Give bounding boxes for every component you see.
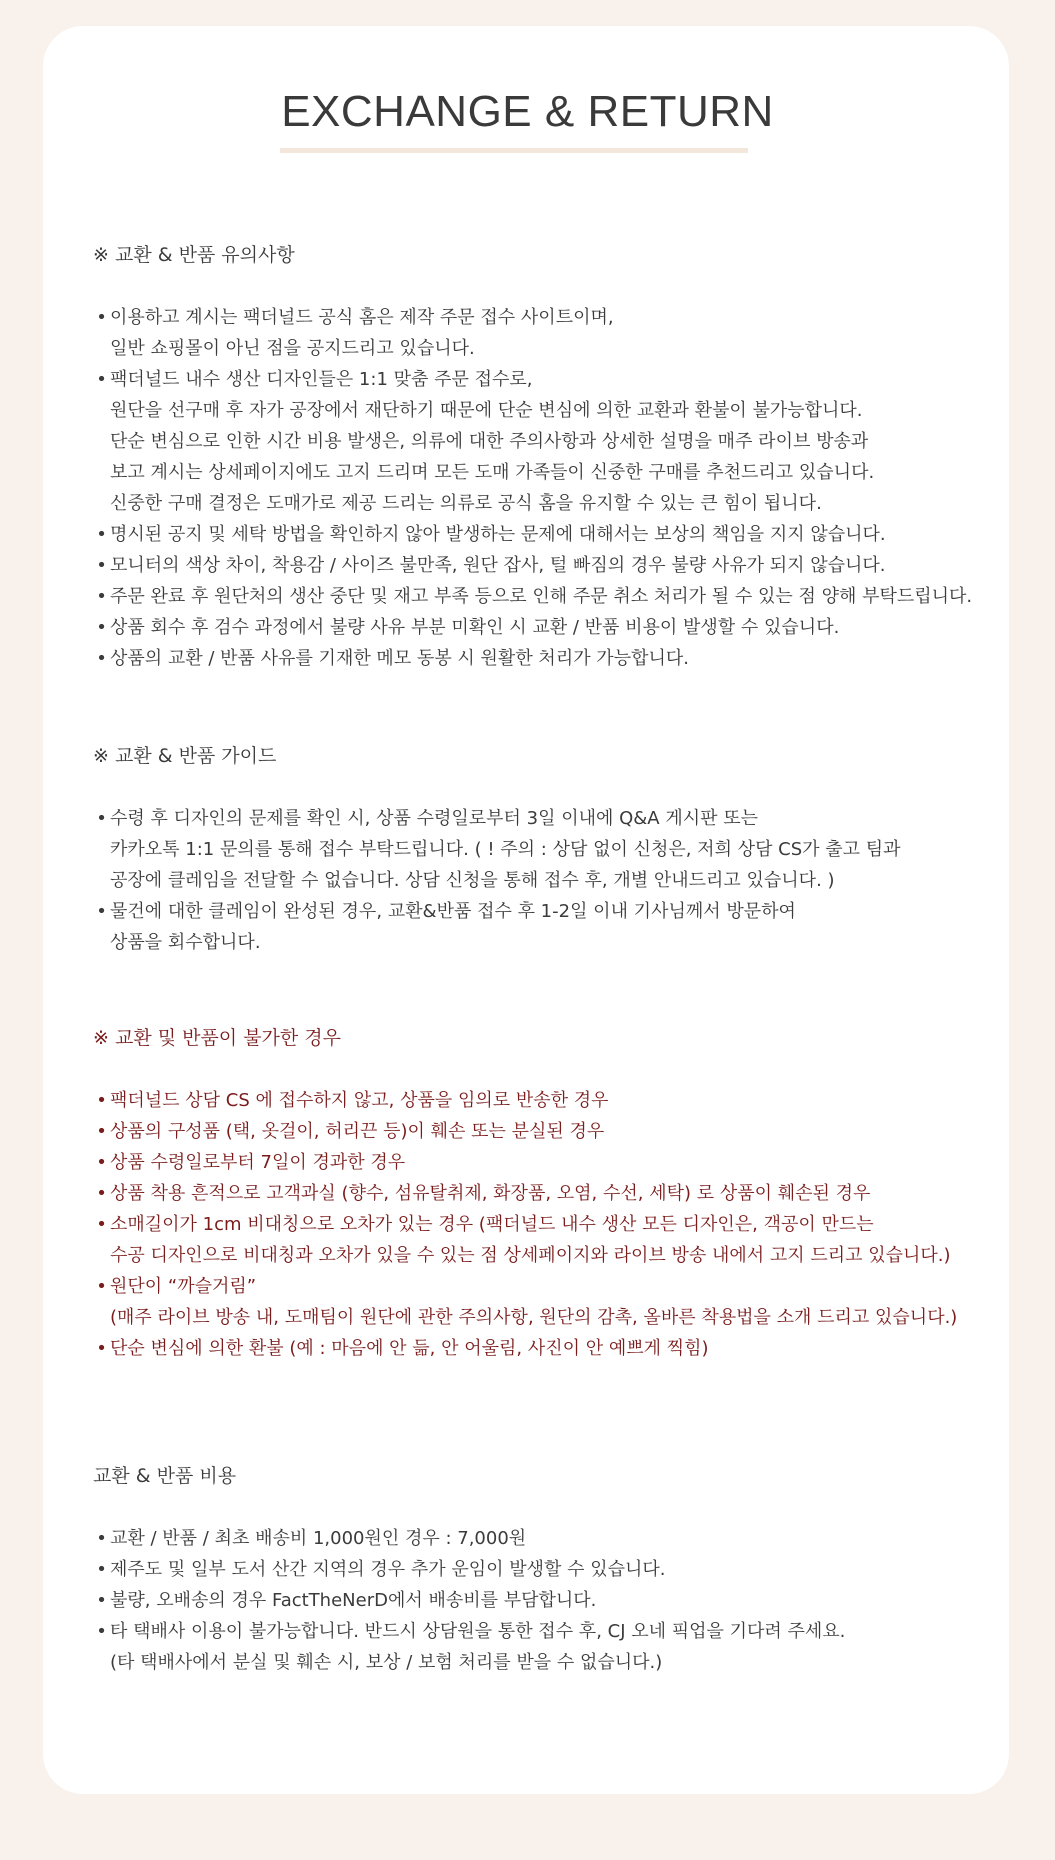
section-guide <box>93 741 1023 958</box>
title-underline <box>280 148 748 153</box>
section-heading: ※ 교환 & 반품 가이드 <box>93 745 277 767</box>
guide-list <box>93 803 1023 958</box>
list-item <box>93 1271 1023 1333</box>
list-item <box>93 1616 1023 1678</box>
list-item-line: 상품 수령일로부터 7일이 경과한 경우 <box>110 1152 406 1173</box>
list-item-line: 카카오톡 1:1 문의를 통해 접수 부탁드립니다. ( ! 주의 : 상담 없이 신청은, 저희 상담 CS가 출고 팀과 <box>110 839 901 860</box>
list-item-line: 공장에 클레임을 전달할 수 없습니다. 상담 신청을 통해 접수 후, 개별 안내드리고 있습니다. ) <box>110 870 835 891</box>
list-item-line: 명시된 공지 및 세탁 방법을 확인하지 않아 발생하는 문제에 대해서는 보상의 책임을 지지 않습니다. <box>110 524 886 545</box>
list-item-line: 상품을 회수합니다. <box>110 932 261 953</box>
list-item <box>93 364 1023 519</box>
list-item <box>93 550 1023 581</box>
list-item <box>93 519 1023 550</box>
bullet-icon: • <box>96 1590 107 1611</box>
bullet-icon: • <box>96 307 107 328</box>
list-item-line: 교환 / 반품 / 최초 배송비 1,000원인 경우 : 7,000원 <box>110 1528 527 1549</box>
cost-list <box>93 1523 1023 1678</box>
list-item <box>93 1116 1023 1147</box>
bullet-icon: • <box>96 1090 107 1111</box>
list-item-line: 소매길이가 1cm 비대칭으로 오차가 있는 경우 (팩더널드 내수 생산 모든 디자인은, 객공이 만드는 <box>110 1214 874 1235</box>
list-item-line: 단순 변심으로 인한 시간 비용 발생은, 의류에 대한 주의사항과 상세한 설명을 매주 라이브 방송과 <box>110 431 869 452</box>
list-item <box>93 1523 1023 1554</box>
section-cost <box>93 1461 1023 1678</box>
list-item <box>93 1333 1023 1364</box>
bullet-icon: • <box>96 808 107 829</box>
list-item-line: 신중한 구매 결정은 도매가로 제공 드리는 의류로 공식 홈을 유지할 수 있는 큰 힘이 됩니다. <box>110 493 822 514</box>
list-item-line: (매주 라이브 방송 내, 도매팀이 원단에 관한 주의사항, 원단의 감촉, 올바른 착용법을 소개 드리고 있습니다.) <box>110 1307 958 1328</box>
bullet-icon: • <box>96 586 107 607</box>
section-heading: ※ 교환 및 반품이 불가한 경우 <box>93 1027 342 1049</box>
list-item <box>93 643 1023 674</box>
list-item <box>93 302 1023 364</box>
notice-list <box>93 302 1023 674</box>
list-item <box>93 612 1023 643</box>
bullet-icon: • <box>96 524 107 545</box>
list-item-line: 상품의 구성품 (택, 옷걸이, 허리끈 등)이 훼손 또는 분실된 경우 <box>110 1121 605 1142</box>
list-item <box>93 1554 1023 1585</box>
list-item <box>93 1585 1023 1616</box>
bullet-icon: • <box>96 1338 107 1359</box>
list-item-line: 물건에 대한 클레임이 완성된 경우, 교환&반품 접수 후 1-2일 이내 기사님께서 방문하여 <box>110 901 796 922</box>
list-item-line: 팩더널드 내수 생산 디자인들은 1:1 맞춤 주문 접수로, <box>110 369 533 390</box>
bullet-icon: • <box>96 1528 107 1549</box>
list-item <box>93 1085 1023 1116</box>
list-item-line: 이용하고 계시는 팩더널드 공식 홈은 제작 주문 접수 사이트이며, <box>110 307 614 328</box>
not-allowed-list <box>93 1085 1023 1364</box>
bullet-icon: • <box>96 1183 107 1204</box>
list-item-line: 모니터의 색상 차이, 착용감 / 사이즈 불만족, 원단 잡사, 털 빠짐의 경우 불량 사유가 되지 않습니다. <box>110 555 886 576</box>
list-item-line: 수령 후 디자인의 문제를 확인 시, 상품 수령일로부터 3일 이내에 Q&A 게시판 또는 <box>110 808 758 829</box>
bullet-icon: • <box>96 901 107 922</box>
bullet-icon: • <box>96 1559 107 1580</box>
list-item-line: 단순 변심에 의한 환불 (예 : 마음에 안 듦, 안 어울림, 사진이 안 예쁘게 찍힘) <box>110 1338 709 1359</box>
bullet-icon: • <box>96 369 107 390</box>
page-title: EXCHANGE & RETURN <box>281 87 774 136</box>
list-item-line: 일반 쇼핑몰이 아닌 점을 공지드리고 있습니다. <box>110 338 475 359</box>
bullet-icon: • <box>96 1621 107 1642</box>
list-item-line: 주문 완료 후 원단처의 생산 중단 및 재고 부족 등으로 인해 주문 취소 처리가 될 수 있는 점 양해 부탁드립니다. <box>110 586 973 607</box>
section-notice <box>93 240 1023 674</box>
bullet-icon: • <box>96 617 107 638</box>
bullet-icon: • <box>96 1214 107 1235</box>
section-heading: ※ 교환 & 반품 유의사항 <box>93 244 295 266</box>
list-item <box>93 1147 1023 1178</box>
bullet-icon: • <box>96 1152 107 1173</box>
list-item-line: 원단을 선구매 후 자가 공장에서 재단하기 때문에 단순 변심에 의한 교환과 환불이 불가능합니다. <box>110 400 863 421</box>
list-item <box>93 896 1023 958</box>
list-item-line: 수공 디자인으로 비대칭과 오차가 있을 수 있는 점 상세페이지와 라이브 방송 내에서 고지 드리고 있습니다.) <box>110 1245 951 1266</box>
list-item-line: 원단이 “까슬거림” <box>110 1276 257 1297</box>
list-item-line: (타 택배사에서 분실 및 훼손 시, 보상 / 보험 처리를 받을 수 없습니다.) <box>110 1652 663 1673</box>
list-item-line: 제주도 및 일부 도서 산간 지역의 경우 추가 운임이 발생할 수 있습니다. <box>110 1559 666 1580</box>
list-item-line: 불량, 오배송의 경우 FactTheNerD에서 배송비를 부담합니다. <box>110 1590 597 1611</box>
bullet-icon: • <box>96 648 107 669</box>
list-item-line: 보고 계시는 상세페이지에도 고지 드리며 모든 도매 가족들이 신중한 구매를 추천드리고 있습니다. <box>110 462 875 483</box>
list-item-line: 팩더널드 상담 CS 에 접수하지 않고, 상품을 임의로 반송한 경우 <box>110 1090 609 1111</box>
bullet-icon: • <box>96 1121 107 1142</box>
bullet-icon: • <box>96 555 107 576</box>
bullet-icon: • <box>96 1276 107 1297</box>
list-item <box>93 1178 1023 1209</box>
list-item-line: 타 택배사 이용이 불가능합니다. 반드시 상담원을 통한 접수 후, CJ 오네 픽업을 기다려 주세요. <box>110 1621 846 1642</box>
list-item-line: 상품의 교환 / 반품 사유를 기재한 메모 동봉 시 원활한 처리가 가능합니다. <box>110 648 689 669</box>
list-item <box>93 1209 1023 1271</box>
list-item-line: 상품 회수 후 검수 과정에서 불량 사유 부분 미확인 시 교환 / 반품 비용이 발생할 수 있습니다. <box>110 617 840 638</box>
list-item <box>93 581 1023 612</box>
list-item <box>93 803 1023 896</box>
section-heading: 교환 & 반품 비용 <box>93 1465 237 1487</box>
section-not-allowed <box>93 1023 1023 1364</box>
list-item-line: 상품 착용 흔적으로 고객과실 (향수, 섬유탈취제, 화장품, 오염, 수선, 세탁) 로 상품이 훼손된 경우 <box>110 1183 871 1204</box>
